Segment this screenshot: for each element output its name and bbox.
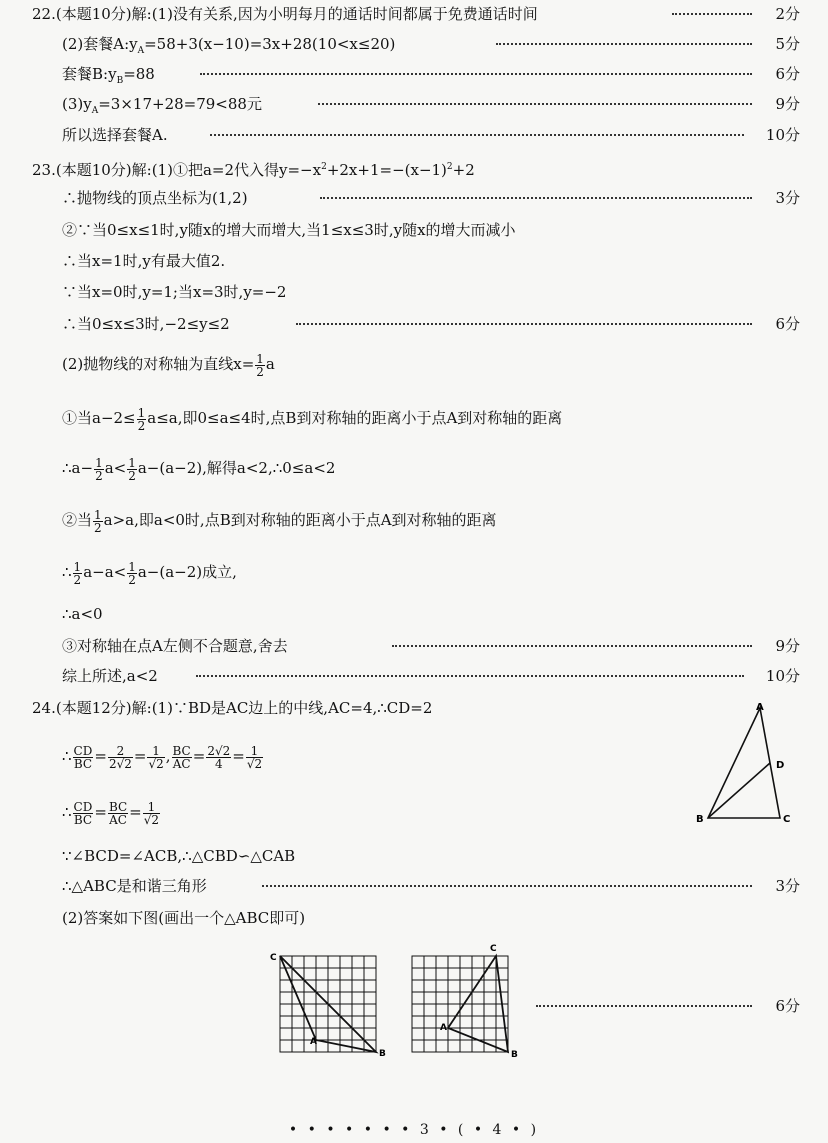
q23-line-13 (0, 632, 828, 660)
q22-text-4: $(3)y_A=3\times 17+28=79<88$元 (62, 95, 262, 116)
q23-line-11 (0, 550, 828, 594)
q24-text-1: 24.(本题12分)解:(1)∵BD是AC边上的中线,AC=4,∴CD=2 (32, 699, 433, 717)
q23-line-10 (0, 498, 828, 542)
leader-dots (496, 43, 752, 45)
q23-text-3: ②∵当0≤x≤1时,y随x的增大而增大,当1≤x≤3时,y随x的增大而减小 (62, 221, 516, 239)
q23-line-5 (0, 278, 828, 306)
q24-score-7: 6分 (769, 992, 800, 1020)
q23-text-5: ∵当x=0时,y=1;当x=3时,y=−2 (62, 283, 287, 301)
q23-text-1: 23.(本题10分)解:(1)①把a=2代入得$y=-x^2+2x+1=-(x-1)^2+2$ (32, 161, 475, 179)
leader-dots (392, 645, 752, 647)
label-b: B (696, 814, 704, 825)
q22-line-1 (0, 0, 828, 28)
label-b: B (379, 1049, 386, 1059)
q23-text-12: ∴a<0 (62, 605, 103, 623)
q23-text-11: ∴ $\frac{1}{2}$ a−a< $\frac{1}{2}$ a−(a−2)成立, (62, 559, 237, 587)
q23-score-6: 6分 (769, 310, 800, 338)
q23-text-8: ①当a−2≤ $\frac{1}{2}$ a≤a,即0≤a≤4时,点B到对称轴的距离小于点A到对称轴的距离 (62, 405, 563, 433)
triangle-figure (690, 700, 800, 830)
q23-line-4 (0, 247, 828, 275)
q23-text-13: ③对称轴在点A左侧不合题意,舍去 (62, 637, 288, 655)
q23-line-8 (0, 396, 828, 440)
leader-dots (296, 323, 752, 325)
q23-text-2: ∴抛物线的顶点坐标为(1,2) (62, 189, 248, 207)
leader-dots (318, 103, 752, 105)
q23-line-3 (0, 216, 828, 244)
q22-text-3: 套餐$B:y_B=88$ (62, 65, 155, 86)
q22-line-5 (0, 121, 828, 149)
q22-score-2: 5分 (769, 30, 800, 58)
leader-dots (196, 675, 744, 677)
leader-dots (200, 73, 752, 75)
q23-score-2: 3分 (769, 184, 800, 212)
q23-line-12 (0, 600, 828, 628)
q24-line-4 (0, 842, 828, 870)
q24-text-5: ∴△ABC是和谐三角形 (62, 877, 207, 895)
q24-text-4: ∵∠BCD=∠ACB,∴△CBD∽△CAB (62, 847, 296, 865)
q23-text-4: ∴当x=1时,y有最大值2. (62, 252, 226, 270)
q22-score-4: 9分 (769, 90, 800, 118)
label-c: C (783, 814, 791, 825)
q23-line-9 (0, 446, 828, 490)
label-c: C (490, 944, 497, 954)
q22-score-1: 2分 (769, 0, 800, 28)
median-bd (708, 763, 770, 818)
q23-score-14: 10分 (760, 662, 800, 690)
leader-dots (320, 197, 752, 199)
leader-dots (262, 885, 752, 887)
q23-line-14 (0, 662, 828, 690)
q24-line-6 (0, 904, 828, 932)
q22-text-1: 22.(本题10分)解:(1)没有关系,因为小明每月的通话时间都属于免费通话时间 (32, 5, 538, 23)
label-b: B (511, 1050, 518, 1060)
q22-line-2 (0, 30, 828, 58)
q23-line-6 (0, 310, 828, 338)
label-c: C (270, 953, 277, 963)
q24-score-5: 3分 (769, 872, 800, 900)
label-a: A (440, 1023, 447, 1033)
q22-text-5: 所以选择套餐A. (62, 126, 168, 144)
q24-line-7 (0, 992, 828, 1020)
q23-score-13: 9分 (769, 632, 800, 660)
q22-text-2: (2)套餐$A:y_A=58+3(x-10)=3x+28(10<x\le 20)$ (62, 35, 396, 56)
q23-text-14: 综上所述,a<2 (62, 667, 158, 685)
q24-line-5 (0, 872, 828, 900)
q24-text-2: ∴ $\frac{CD}{BC}$ = $\frac{2}{2√2}$ = $\frac{1}{√2}$ , $\frac{BC}{AC}$ = $\frac{2√2}{4}$ = $\frac{1}{√2}$ (62, 743, 263, 771)
q24-text-6: (2)答案如下图(画出一个△ABC即可) (62, 909, 306, 927)
label-a: A (756, 702, 764, 713)
q23-text-9: ∴a− $\frac{1}{2}$ a< $\frac{1}{2}$ a−(a−2),解得a<2,∴0≤a<2 (62, 455, 336, 483)
q23-text-6: ∴当0≤x≤3时,−2≤y≤2 (62, 315, 230, 333)
q23-line-1 (0, 153, 828, 181)
q22-score-3: 6分 (769, 60, 800, 88)
q23-line-2 (0, 184, 828, 212)
leader-dots (536, 1005, 752, 1007)
leader-dots (672, 13, 752, 15)
q24-text-3: ∴ $\frac{CD}{BC}$ = $\frac{BC}{AC}$ = $\frac{1}{√2}$ (62, 799, 160, 827)
page-footer: • • • • • • • 3 • ( • 4 • ) (288, 1122, 540, 1138)
label-a: A (310, 1037, 317, 1047)
q23-line-7 (0, 342, 828, 386)
q22-line-3 (0, 60, 828, 88)
label-d: D (776, 760, 785, 771)
q22-line-4 (0, 90, 828, 118)
q23-text-10: ②当 $\frac{1}{2}$ a>a,即a<0时,点B到对称轴的距离小于点A到对称轴的距离 (62, 507, 497, 535)
leader-dots (210, 134, 744, 136)
q23-text-7: (2)抛物线的对称轴为直线x= $\frac{1}{2}$ a (62, 351, 275, 379)
q22-score-5: 10分 (760, 121, 800, 149)
